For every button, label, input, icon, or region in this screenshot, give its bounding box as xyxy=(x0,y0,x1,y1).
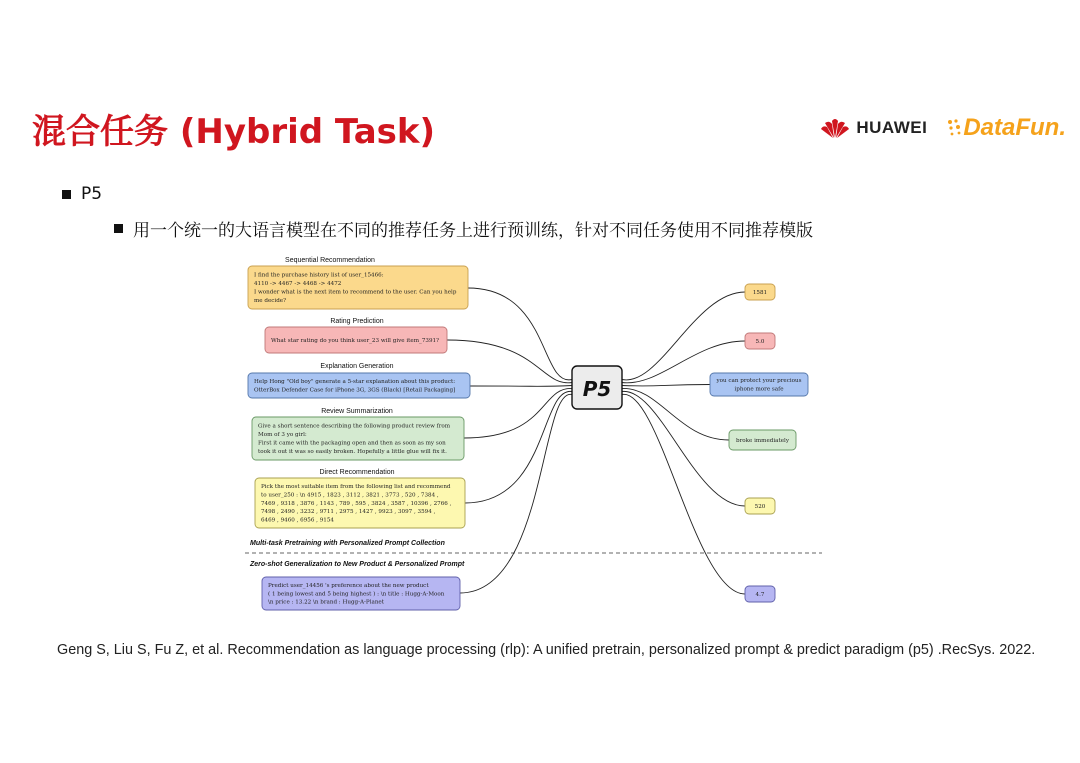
task-text-line: to user_250 : \n 4915 , 1823 , 3112 , 3821 , 3773 , 520 , 7384 , xyxy=(261,492,439,499)
task-label: Explanation Generation xyxy=(320,363,394,370)
connector-in xyxy=(470,386,572,387)
task-6 xyxy=(249,561,465,610)
bullet-level1-text: P5 xyxy=(81,184,103,204)
output-text: 5.0 xyxy=(755,338,765,345)
task-text-line: Mom of 3 yo girl: xyxy=(258,432,307,439)
output-text: you can protect your precious xyxy=(716,378,802,385)
output-1 xyxy=(745,284,775,300)
output-5 xyxy=(745,498,775,514)
task-label: Direct Recommendation xyxy=(319,469,395,476)
task-3 xyxy=(248,363,470,398)
connector-out xyxy=(622,385,710,386)
task-text-line: 7498 , 2490 , 3232 , 9711 , 2975 , 1427 , 9923 , 3097 , 3594 , xyxy=(261,509,436,516)
page-title: 混合任务 (Hybrid Task) xyxy=(32,112,436,152)
task-text-line: Give a short sentence describing the following product review from xyxy=(258,423,451,430)
connector-out xyxy=(622,394,745,594)
task-text-line: \n price : 13.22 \n brand : Hugg-A-Planet xyxy=(268,599,384,606)
task-text-line: Predict user_14456 's preference about the new product xyxy=(268,582,429,589)
task-2 xyxy=(265,318,447,353)
connector-out xyxy=(622,391,745,506)
task-text-line: took it out it was so easily broken. Hopefully a little glue will fix it. xyxy=(258,448,447,455)
task-text-line: What star rating do you think user_23 will give item_7391? xyxy=(271,337,440,344)
connector-in xyxy=(468,288,572,380)
connector-in xyxy=(465,391,572,503)
connector-out xyxy=(622,292,745,380)
task-label: Rating Prediction xyxy=(330,318,384,325)
output-text: 520 xyxy=(754,503,766,510)
output-box xyxy=(710,373,808,396)
output-text: 1581 xyxy=(752,289,768,296)
p5-center-label: P5 xyxy=(582,377,612,401)
task-text-line: First it came with the packaging open and then as soon as my son xyxy=(258,440,446,447)
task-box xyxy=(248,373,470,398)
bullet-level2-text: 用一个统一的大语言模型在不同的推荐任务上进行预训练，针对不同任务使用不同推荐模版 xyxy=(133,221,813,241)
task-text-line: Pick the most suitable item from the following list and recommend xyxy=(261,484,451,490)
task-text-line: ( 1 being lowest and 5 being highest ) : \n title : Hugg-A-Moon xyxy=(268,591,445,598)
divider-top-label: Multi-task Pretraining with Personalized Prompt Collection xyxy=(250,540,445,547)
output-3 xyxy=(710,373,808,396)
task-text-line: 6469 , 9460 , 6956 , 9154 xyxy=(261,517,334,524)
task-1 xyxy=(248,257,468,309)
connector-in xyxy=(460,394,572,593)
task-4 xyxy=(252,408,464,460)
task-text-line: I find the purchase history list of user_15466: xyxy=(254,272,384,279)
task-text-line: OtterBox Defender Case for iPhone 3G, 3GS (Black) [Retail Packaging] xyxy=(254,387,456,394)
output-6 xyxy=(745,586,775,602)
task-label: Zero-shot Generalization to New Product & Personalized Prompt xyxy=(250,561,465,568)
output-text: broke immediately xyxy=(735,437,790,444)
output-4 xyxy=(729,430,796,450)
task-label: Sequential Recommendation xyxy=(285,257,375,264)
p5-center-node xyxy=(572,366,622,409)
output-text: 4.7 xyxy=(755,591,765,598)
task-text-line: 7469 , 9318 , 3876 , 1143 , 789 , 595 , 3824 , 3587 , 10396 , 2766 , xyxy=(261,500,452,507)
citation: Geng S, Liu S, Fu Z, et al. Recommendation as language processing (rlp): A unified pretrain, personalized prompt & predict paradigm (p5) .RecSys. 2022. xyxy=(57,642,1036,658)
task-label: Review Summarization xyxy=(321,408,393,415)
task-text-line: me decide? xyxy=(254,297,287,304)
huawei-wordmark: HUAWEI xyxy=(856,118,928,137)
output-text: iphone more safe xyxy=(734,386,784,393)
datafun-wordmark: DataFun. xyxy=(963,114,1066,141)
task-text-line: Help Hong "Old boy" generate a 5-star explanation about this product: xyxy=(254,379,456,386)
task-5 xyxy=(255,469,465,528)
output-2 xyxy=(745,333,775,349)
task-text-line: 4110 -> 4467 -> 4468 -> 4472 xyxy=(254,281,342,288)
task-text-line: I wonder what is the next item to recommend to the user. Can you help xyxy=(254,289,457,296)
